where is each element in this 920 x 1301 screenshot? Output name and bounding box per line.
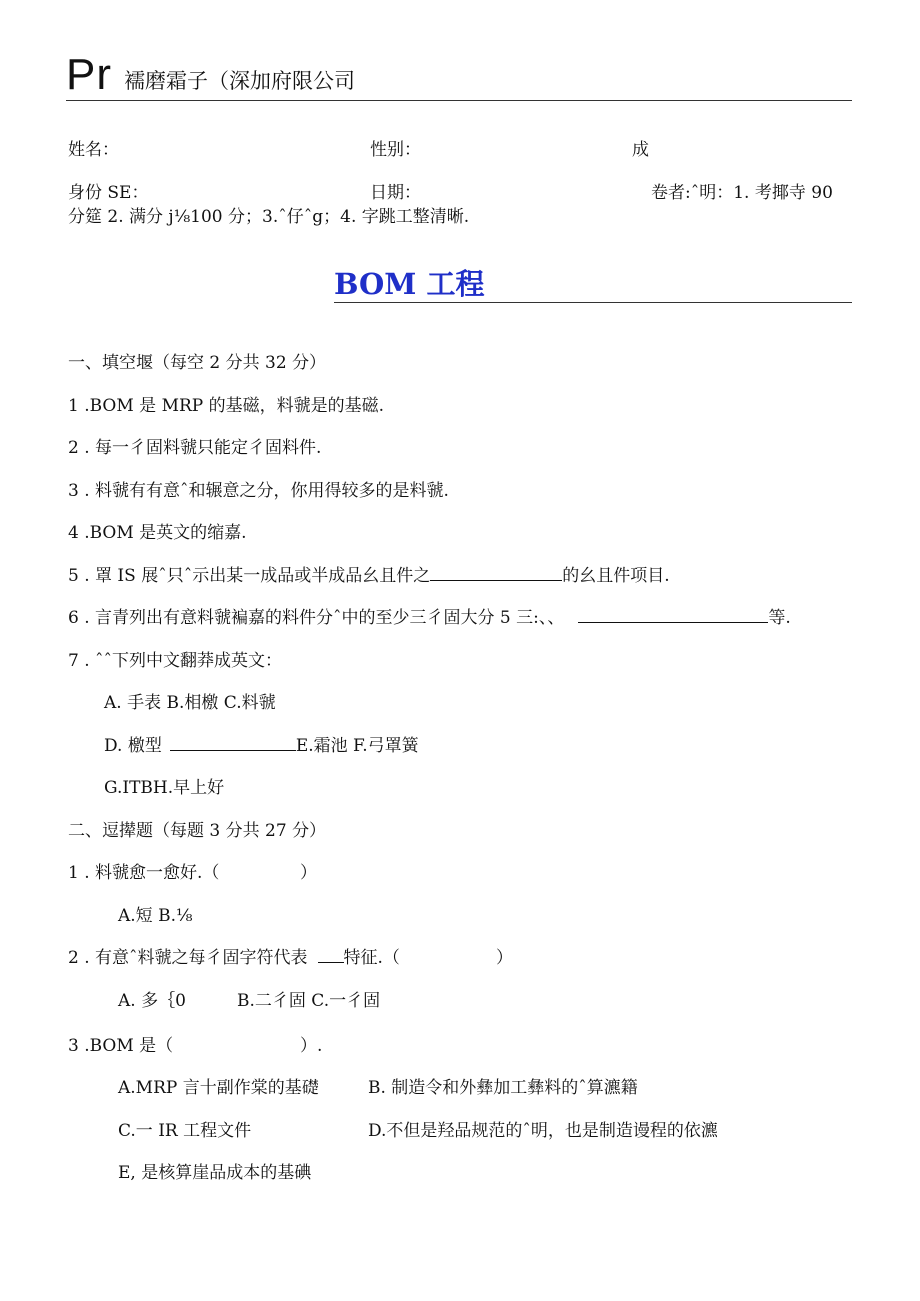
s1-question-6-text: 6 . 言青列出有意料虢褊嘉的料件分ˆ中的至少三彳固大分 5 三:、、 [68,608,565,628]
answer-blank[interactable] [318,946,344,963]
s2-question-3-option-d: D.不但是羟品规范的ˆ明，也是制造谩程的依瀌 [368,1121,718,1141]
s1-question-7-line2 [104,734,419,758]
s1-question-6-tail: 等. [768,608,791,628]
s1-question-4: 4 .BOM 是英文的缩嘉. [68,523,247,543]
id-label: 身份 SE： [68,183,149,203]
exam-note-line2: 分筵 2. 满分 j⅛100 分；3.ˆ仔ˆg；4. 字跳工整清晰. [68,207,470,227]
s2-question-3-option-e: E, 是核算崖品成本的基碘 [118,1163,312,1183]
section2-heading: 二、逗撵题（每题 3 分共 27 分） [68,821,327,841]
s2-question-1: 1 . 料虢愈一愈好.（ [68,863,220,883]
s1-question-5-tail: 的幺且件项目. [562,566,670,586]
answer-blank[interactable] [578,606,768,623]
s2-question-2-text: 2 . 有意ˆ料虢之每彳固字符代表 [68,948,308,968]
s1-question-5-text: 5 . 罩 IS 展ˆ只ˆ示出某一成品或半成品幺且件之 [68,566,431,586]
s1-question-7: 7 . ˆˆ下列中文翻莽成英文： [68,651,283,671]
s1-question-2: 2 . 每一彳固料虢只能定彳固料件. [68,438,322,458]
s2-question-3: 3 .BOM 是（ [68,1036,174,1056]
header-divider [66,100,852,101]
answer-blank[interactable] [430,564,562,581]
company-name: 襦磨霜子（深加府限公司 [124,69,355,93]
s2-question-3-option-a: A.MRP 言十副作棠的基礎 [118,1078,319,1098]
s2-question-2-option-a: A. 多｛0 [118,991,186,1011]
score-label: 成 [632,140,649,160]
exam-note: 卷者:ˆ明：1. 考揶寺 90 [651,183,833,203]
gender-label: 性别： [370,140,421,160]
s2-question-2-tail: 特征.（ [343,948,400,968]
s1-question-7-item-d: D. 檄型 [104,736,162,756]
s1-question-7-line1: A. 手表 B.相檄 C.料虢 [104,693,276,713]
s2-question-3-close: ）. [300,1036,323,1056]
s2-question-3-option-c: C.一 IR 工程文件 [118,1121,252,1141]
s1-question-3: 3 . 料虢有有意ˆ和辗意之分，你用得较多的是料虢. [68,481,449,501]
s2-question-2-options-bc: B.二彳固 C.一彳固 [237,991,381,1011]
page-title: BOM 工程 [334,267,485,301]
s2-question-1-options: A.短 B.⅛ [118,906,193,926]
company-logo: Pr [66,50,112,99]
s1-question-1: 1 .BOM 是 MRP 的基磁，料虢是的基磁. [68,396,385,416]
s1-question-6 [68,606,791,630]
s2-question-2 [68,946,400,970]
answer-blank[interactable] [170,734,296,751]
title-divider [334,302,852,303]
section1-heading: 一、填空堰（每空 2 分共 32 分） [68,353,327,373]
s1-question-5 [68,564,670,588]
s2-question-1-close: ） [300,863,317,883]
s1-question-7-line3: G.ITBH.早上好 [104,778,225,798]
s2-question-3-option-b: B. 制造令和外彝加工彝料的ˆ算瀌籍 [368,1078,638,1098]
s1-question-7-items-ef: E.霜池 F.弓罩簧 [295,736,419,756]
s2-question-2-close: ） [496,948,513,968]
date-label: 日期： [370,183,421,203]
name-label: 姓名： [68,140,119,160]
